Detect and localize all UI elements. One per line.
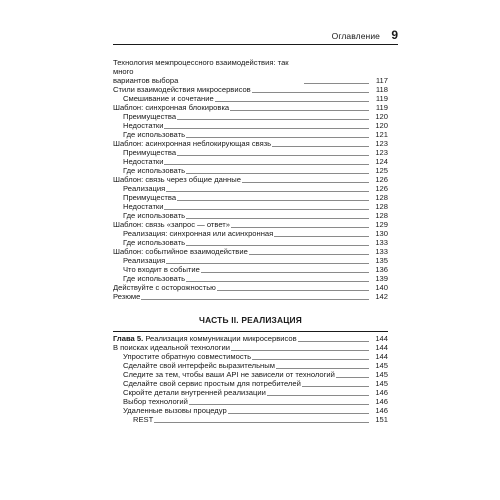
toc-entry-page: 145 xyxy=(375,361,388,370)
toc-entry-title: Упростите обратную совместимость xyxy=(123,352,252,361)
toc-entry-page: 146 xyxy=(375,397,388,406)
leader-dots xyxy=(217,289,369,291)
leader-dots xyxy=(166,190,369,192)
toc-entry[interactable] xyxy=(123,256,388,265)
leader-dots xyxy=(267,394,369,396)
toc-entry-page: 136 xyxy=(375,265,388,274)
toc-entry[interactable] xyxy=(113,175,388,184)
toc-entry[interactable] xyxy=(123,193,388,202)
toc-entry[interactable] xyxy=(113,247,388,256)
toc-entry-title: Преимущества xyxy=(123,193,177,202)
toc-entry-title: Сделайте свой сервис простым для потребителей xyxy=(123,379,301,388)
leader-dots xyxy=(186,244,369,246)
toc-entry-page: 119 xyxy=(375,94,388,103)
leader-dots xyxy=(177,118,369,120)
toc-entry-title: Что входит в событие xyxy=(123,265,200,274)
leader-dots xyxy=(189,403,369,405)
toc-entry-page: 146 xyxy=(375,406,388,415)
leader-dots xyxy=(252,358,369,360)
toc-entry[interactable] xyxy=(123,202,388,211)
toc-entry-page: 120 xyxy=(375,112,388,121)
toc-entry-title: Следите за тем, чтобы ваши API не зависели от технологий xyxy=(123,370,335,379)
toc-entry-page: 117 xyxy=(375,76,388,85)
leader-dots xyxy=(186,172,369,174)
toc-entry-page: 123 xyxy=(375,148,388,157)
toc-entry-title: Недостатки xyxy=(123,157,164,166)
toc-entry-page: 130 xyxy=(375,229,388,238)
page-number: 9 xyxy=(391,28,398,42)
toc-entry[interactable] xyxy=(123,157,388,166)
toc-entry[interactable] xyxy=(113,85,388,94)
toc-entry-title: REST xyxy=(133,415,154,424)
leader-dots xyxy=(177,154,369,156)
toc-entry-title: Реализация xyxy=(123,184,166,193)
toc-entry[interactable] xyxy=(113,58,388,85)
toc-entry-title: Стили взаимодействия микросервисов xyxy=(113,85,251,94)
toc-entry[interactable] xyxy=(123,388,388,397)
toc-entry-title: Недостатки xyxy=(123,121,164,130)
toc-entry-page: 124 xyxy=(375,157,388,166)
toc-entry-page: 126 xyxy=(375,175,388,184)
toc-entry[interactable] xyxy=(123,370,388,379)
part-heading: ЧАСТЬ II. РЕАЛИЗАЦИЯ xyxy=(198,315,302,325)
toc-entry[interactable] xyxy=(113,292,388,301)
toc-entry-page: 125 xyxy=(375,166,388,175)
toc-entry-title: Реализация: синхронная или асинхронная xyxy=(123,229,274,238)
toc-entry-title: Технология межпроцессного взаимодействия: так много вариантов выбора xyxy=(113,58,289,85)
toc-entry-title: Скройте детали внутренней реализации xyxy=(123,388,266,397)
table-of-contents xyxy=(113,58,388,424)
toc-entry-title: Шаблон: связь «запрос — ответ» xyxy=(113,220,231,229)
toc-entry-page: 140 xyxy=(375,283,388,292)
toc-entry[interactable] xyxy=(113,283,388,292)
toc-entry-title: Где использовать xyxy=(123,211,186,220)
leader-dots xyxy=(186,136,369,138)
toc-entry-page: 133 xyxy=(375,238,388,247)
leader-dots xyxy=(228,412,369,414)
leader-dots xyxy=(242,181,369,183)
toc-entry[interactable] xyxy=(123,130,388,139)
leader-dots xyxy=(154,421,369,423)
toc-entry-title: Шаблон: асинхронная неблокирующая связь xyxy=(113,139,272,148)
section-title: Оглавление xyxy=(331,31,380,41)
leader-dots xyxy=(177,199,369,201)
header-rule xyxy=(113,44,398,45)
toc-entry-page: 119 xyxy=(375,103,388,112)
toc-entry[interactable] xyxy=(133,415,388,424)
toc-entry[interactable] xyxy=(123,265,388,274)
toc-entry-title: Где использовать xyxy=(123,238,186,247)
toc-entry[interactable] xyxy=(123,184,388,193)
toc-entry-title: Где использовать xyxy=(123,166,186,175)
leader-dots xyxy=(201,271,369,273)
chapter-label: Глава 5. xyxy=(113,334,144,343)
leader-dots xyxy=(141,298,369,300)
leader-dots xyxy=(274,235,369,237)
chapter-page: 144 xyxy=(375,334,388,343)
toc-entry[interactable] xyxy=(123,121,388,130)
toc-entry[interactable] xyxy=(123,238,388,247)
leader-dots xyxy=(230,109,369,111)
chapter-entry[interactable] xyxy=(113,334,388,343)
leader-dots xyxy=(276,367,369,369)
leader-dots xyxy=(336,376,369,378)
toc-entry[interactable] xyxy=(123,274,388,283)
leader-dots xyxy=(252,91,369,93)
toc-entry-page: 144 xyxy=(375,352,388,361)
toc-entry-title: Удаленные вызовы процедур xyxy=(123,406,227,415)
leader-dots xyxy=(164,127,369,129)
toc-entry-page: 135 xyxy=(375,256,388,265)
toc-entry-page: 133 xyxy=(375,247,388,256)
toc-part1-list xyxy=(113,58,388,301)
toc-entry[interactable] xyxy=(123,148,388,157)
leader-dots xyxy=(249,253,369,255)
toc-entry[interactable] xyxy=(123,361,388,370)
toc-entry-page: 118 xyxy=(375,85,388,94)
toc-entry-page: 121 xyxy=(375,130,388,139)
toc-entry-title: Смешивание и сочетание xyxy=(123,94,214,103)
toc-entry-title: Где использовать xyxy=(123,274,186,283)
toc-entry-title: Сделайте свой интерфейс выразительным xyxy=(123,361,275,370)
toc-entry[interactable] xyxy=(123,379,388,388)
toc-entry[interactable] xyxy=(123,94,388,103)
toc-entry[interactable] xyxy=(123,112,388,121)
chapter-rule xyxy=(113,331,388,332)
running-header xyxy=(113,30,398,44)
toc-part2-list xyxy=(113,343,388,424)
leader-dots xyxy=(215,100,369,102)
toc-entry-page: 144 xyxy=(375,343,388,352)
toc-entry-page: 145 xyxy=(375,370,388,379)
chapter-title: Реализация коммуникации микросервисов xyxy=(143,334,297,343)
toc-entry[interactable] xyxy=(123,406,388,415)
toc-entry[interactable] xyxy=(123,352,388,361)
toc-entry[interactable] xyxy=(113,103,388,112)
leader-dots xyxy=(186,280,369,282)
toc-entry-title: Шаблон: связь через общие данные xyxy=(113,175,241,184)
toc-entry-title: Реализация xyxy=(123,256,166,265)
toc-entry-title: Где использовать xyxy=(123,130,186,139)
leader-dots xyxy=(272,145,369,147)
toc-entry-page: 142 xyxy=(375,292,388,301)
toc-entry-page: 129 xyxy=(375,220,388,229)
toc-entry-title: Шаблон: синхронная блокировка xyxy=(113,103,230,112)
leader-dots xyxy=(231,226,369,228)
leader-dots xyxy=(166,262,369,264)
toc-entry-page: 123 xyxy=(375,139,388,148)
toc-entry-title: Недостатки xyxy=(123,202,164,211)
leader-dots xyxy=(302,385,369,387)
toc-entry-page: 139 xyxy=(375,274,388,283)
toc-entry-page: 145 xyxy=(375,379,388,388)
leader-dots xyxy=(186,217,369,219)
leader-dots xyxy=(164,208,369,210)
toc-entry-page: 151 xyxy=(375,415,388,424)
toc-entry-page: 146 xyxy=(375,388,388,397)
toc-entry-page: 128 xyxy=(375,202,388,211)
leader-dots xyxy=(231,349,369,351)
toc-entry-title: Преимущества xyxy=(123,112,177,121)
toc-entry-page: 120 xyxy=(375,121,388,130)
toc-entry-page: 128 xyxy=(375,211,388,220)
leader-dots xyxy=(304,82,369,84)
toc-entry[interactable] xyxy=(113,220,388,229)
toc-entry[interactable] xyxy=(123,229,388,238)
toc-entry[interactable] xyxy=(123,211,388,220)
leader-dots xyxy=(298,340,369,342)
toc-entry[interactable] xyxy=(123,397,388,406)
toc-entry-title: В поисках идеальной технологии xyxy=(113,343,230,352)
toc-entry[interactable] xyxy=(113,139,388,148)
toc-entry-title: Преимущества xyxy=(123,148,177,157)
toc-entry-title: Выбор технологий xyxy=(123,397,188,406)
toc-entry-title: Шаблон: событийное взаимодействие xyxy=(113,247,248,256)
toc-entry-page: 128 xyxy=(375,193,388,202)
toc-entry-page: 126 xyxy=(375,184,388,193)
toc-entry[interactable] xyxy=(123,166,388,175)
leader-dots xyxy=(164,163,369,165)
toc-entry[interactable] xyxy=(113,343,388,352)
toc-entry-title: Действуйте с осторожностью xyxy=(113,283,216,292)
toc-entry-title: Резюме xyxy=(113,292,141,301)
